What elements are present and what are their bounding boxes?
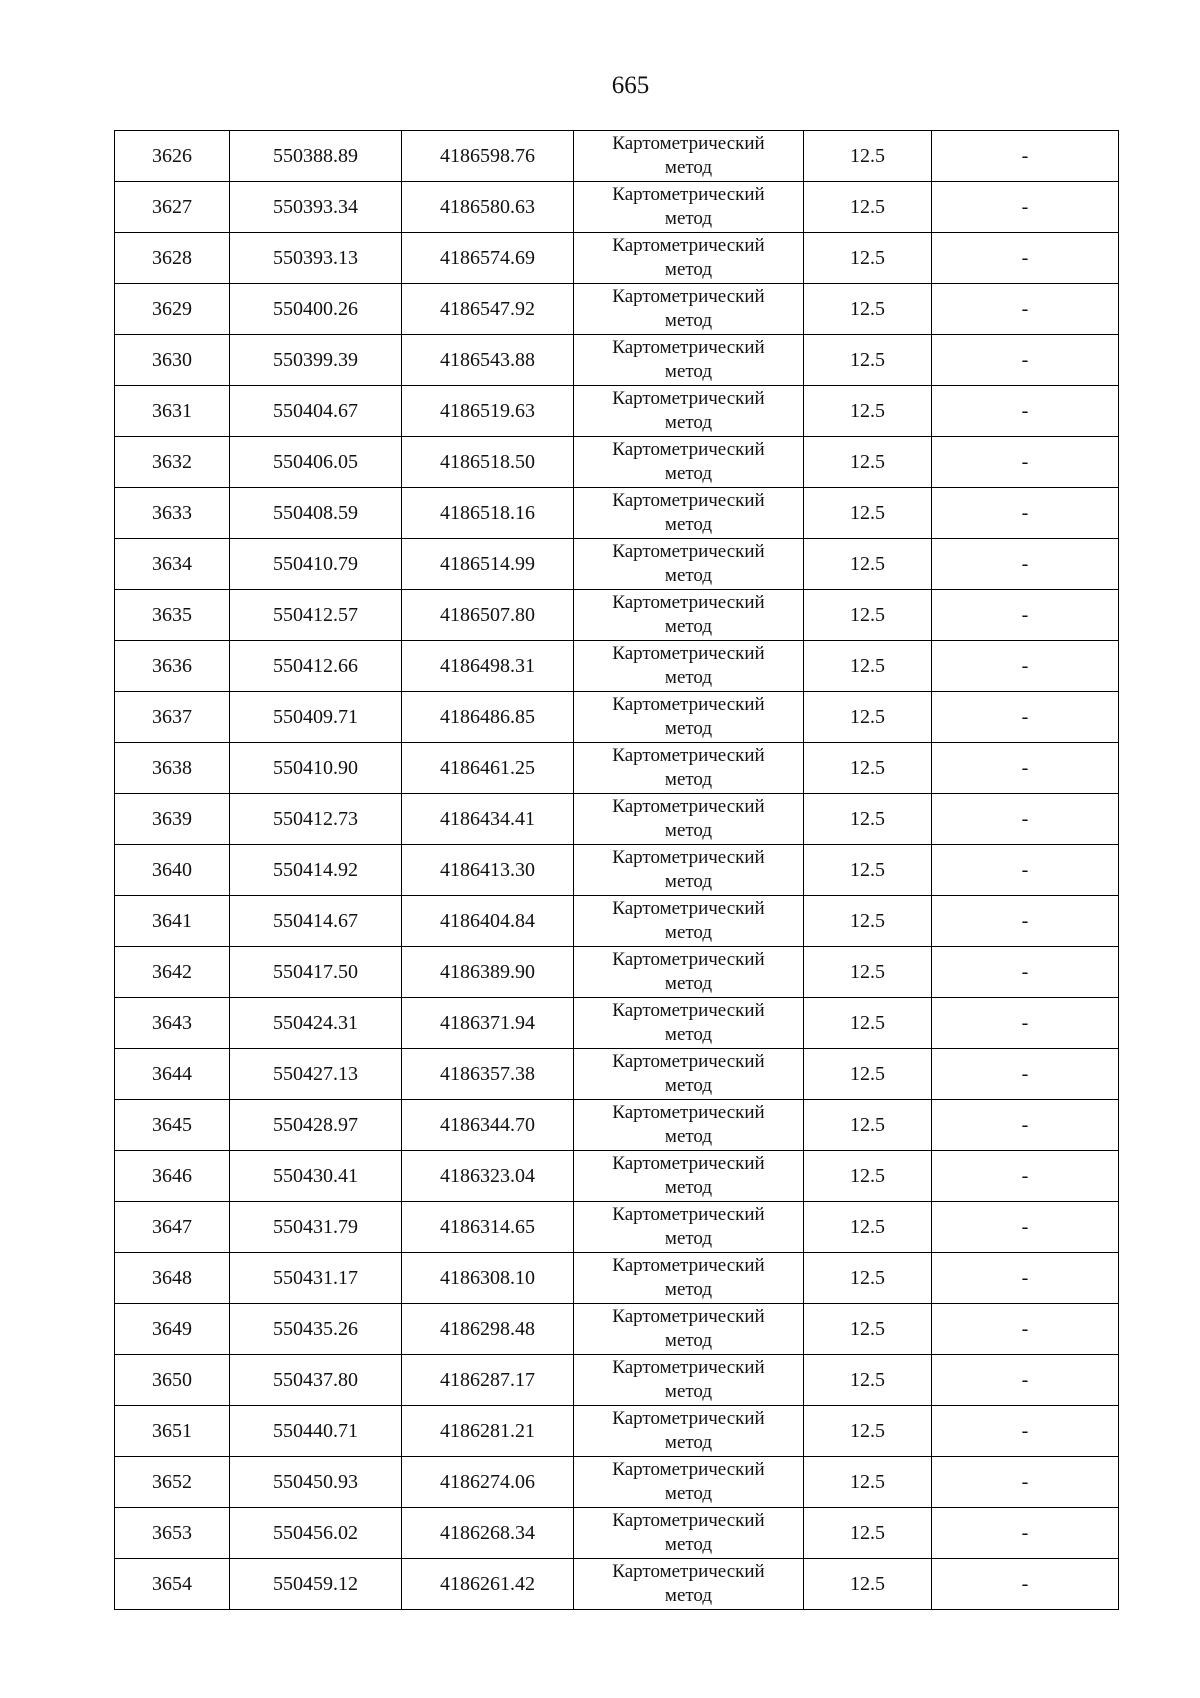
- table-row: [115, 1202, 1119, 1253]
- point-number-cell: 3646: [115, 1151, 230, 1202]
- coordinates-table: [114, 130, 1119, 1610]
- method-line-1: Картометрический: [612, 949, 765, 970]
- point-number-cell: 3642: [115, 947, 230, 998]
- point-number-cell: 3651: [115, 1406, 230, 1457]
- x-coordinate-cell: 550450.93: [230, 1457, 402, 1508]
- point-number-cell: 3649: [115, 1304, 230, 1355]
- accuracy-cell: 12.5: [804, 1253, 932, 1304]
- method-line-1: Картометрический: [612, 541, 765, 562]
- table-row: [115, 743, 1119, 794]
- y-coordinate-cell: 4186357.38: [402, 1049, 574, 1100]
- note-cell: -: [932, 1100, 1119, 1151]
- note-cell: -: [932, 284, 1119, 335]
- method-line-1: Картометрический: [612, 1153, 765, 1174]
- point-number-cell: 3643: [115, 998, 230, 1049]
- accuracy-cell: 12.5: [804, 1406, 932, 1457]
- x-coordinate-cell: 550459.12: [230, 1559, 402, 1610]
- point-number-cell: 3633: [115, 488, 230, 539]
- method-line-1: Картометрический: [612, 592, 765, 613]
- method-line-1: Картометрический: [612, 847, 765, 868]
- method-line-1: Картометрический: [612, 796, 765, 817]
- method-line-2: метод: [664, 157, 713, 178]
- point-number-cell: 3645: [115, 1100, 230, 1151]
- note-cell: -: [932, 335, 1119, 386]
- method-line-2: метод: [664, 1534, 713, 1555]
- point-number-cell: 3631: [115, 386, 230, 437]
- note-cell: -: [932, 896, 1119, 947]
- method-line-1: Картометрический: [612, 337, 765, 358]
- method-line-1: Картометрический: [612, 1255, 765, 1276]
- method-line-2: метод: [664, 667, 713, 688]
- method-line-1: Картометрический: [612, 184, 765, 205]
- y-coordinate-cell: 4186404.84: [402, 896, 574, 947]
- method-line-2: метод: [664, 1075, 713, 1096]
- x-coordinate-cell: 550400.26: [230, 284, 402, 335]
- method-line-1: Картометрический: [612, 490, 765, 511]
- table-row: [115, 794, 1119, 845]
- method-line-1: Картометрический: [612, 694, 765, 715]
- x-coordinate-cell: 550414.67: [230, 896, 402, 947]
- method-line-1: Картометрический: [612, 1306, 765, 1327]
- method-line-2: метод: [664, 208, 713, 229]
- point-number-cell: 3641: [115, 896, 230, 947]
- y-coordinate-cell: 4186314.65: [402, 1202, 574, 1253]
- point-number-cell: 3654: [115, 1559, 230, 1610]
- method-cell: [574, 641, 804, 692]
- method-line-2: метод: [664, 1177, 713, 1198]
- method-cell: [574, 488, 804, 539]
- point-number-cell: 3630: [115, 335, 230, 386]
- y-coordinate-cell: 4186519.63: [402, 386, 574, 437]
- method-cell: [574, 896, 804, 947]
- method-cell: [574, 1559, 804, 1610]
- x-coordinate-cell: 550406.05: [230, 437, 402, 488]
- y-coordinate-cell: 4186514.99: [402, 539, 574, 590]
- accuracy-cell: 12.5: [804, 1049, 932, 1100]
- note-cell: -: [932, 692, 1119, 743]
- note-cell: -: [932, 590, 1119, 641]
- note-cell: -: [932, 1151, 1119, 1202]
- accuracy-cell: 12.5: [804, 233, 932, 284]
- method-cell: [574, 743, 804, 794]
- y-coordinate-cell: 4186261.42: [402, 1559, 574, 1610]
- x-coordinate-cell: 550431.79: [230, 1202, 402, 1253]
- method-cell: [574, 1457, 804, 1508]
- method-line-2: метод: [664, 463, 713, 484]
- point-number-cell: 3632: [115, 437, 230, 488]
- y-coordinate-cell: 4186547.92: [402, 284, 574, 335]
- method-cell: [574, 1508, 804, 1559]
- y-coordinate-cell: 4186298.48: [402, 1304, 574, 1355]
- note-cell: -: [932, 437, 1119, 488]
- table-row: [115, 233, 1119, 284]
- note-cell: -: [932, 539, 1119, 590]
- note-cell: -: [932, 1304, 1119, 1355]
- x-coordinate-cell: 550393.13: [230, 233, 402, 284]
- y-coordinate-cell: 4186580.63: [402, 182, 574, 233]
- method-line-1: Картометрический: [612, 1102, 765, 1123]
- x-coordinate-cell: 550412.66: [230, 641, 402, 692]
- note-cell: -: [932, 1457, 1119, 1508]
- note-cell: -: [932, 641, 1119, 692]
- table-row: [115, 1151, 1119, 1202]
- table-row: [115, 1406, 1119, 1457]
- y-coordinate-cell: 4186281.21: [402, 1406, 574, 1457]
- method-line-2: метод: [664, 1279, 713, 1300]
- accuracy-cell: 12.5: [804, 386, 932, 437]
- x-coordinate-cell: 550410.90: [230, 743, 402, 794]
- method-cell: [574, 182, 804, 233]
- method-cell: [574, 539, 804, 590]
- note-cell: -: [932, 998, 1119, 1049]
- point-number-cell: 3644: [115, 1049, 230, 1100]
- x-coordinate-cell: 550388.89: [230, 131, 402, 182]
- note-cell: -: [932, 1406, 1119, 1457]
- accuracy-cell: 12.5: [804, 641, 932, 692]
- x-coordinate-cell: 550393.34: [230, 182, 402, 233]
- method-cell: [574, 845, 804, 896]
- x-coordinate-cell: 550412.73: [230, 794, 402, 845]
- x-coordinate-cell: 550410.79: [230, 539, 402, 590]
- point-number-cell: 3652: [115, 1457, 230, 1508]
- accuracy-cell: 12.5: [804, 284, 932, 335]
- x-coordinate-cell: 550412.57: [230, 590, 402, 641]
- accuracy-cell: 12.5: [804, 1508, 932, 1559]
- x-coordinate-cell: 550435.26: [230, 1304, 402, 1355]
- table-row: [115, 947, 1119, 998]
- x-coordinate-cell: 550408.59: [230, 488, 402, 539]
- y-coordinate-cell: 4186498.31: [402, 641, 574, 692]
- note-cell: -: [932, 1508, 1119, 1559]
- table-row: [115, 1049, 1119, 1100]
- table-row: [115, 1508, 1119, 1559]
- method-cell: [574, 947, 804, 998]
- y-coordinate-cell: 4186268.34: [402, 1508, 574, 1559]
- note-cell: -: [932, 386, 1119, 437]
- point-number-cell: 3650: [115, 1355, 230, 1406]
- method-line-2: метод: [664, 565, 713, 586]
- method-line-1: Картометрический: [612, 1357, 765, 1378]
- point-number-cell: 3635: [115, 590, 230, 641]
- method-cell: [574, 284, 804, 335]
- method-line-1: Картометрический: [612, 1459, 765, 1480]
- point-number-cell: 3640: [115, 845, 230, 896]
- point-number-cell: 3629: [115, 284, 230, 335]
- method-line-2: метод: [664, 1483, 713, 1504]
- table-row: [115, 284, 1119, 335]
- accuracy-cell: 12.5: [804, 1559, 932, 1610]
- method-cell: [574, 386, 804, 437]
- method-line-1: Картометрический: [612, 1408, 765, 1429]
- note-cell: -: [932, 1253, 1119, 1304]
- coordinates-table-body: [115, 131, 1119, 1610]
- method-line-1: Картометрический: [612, 388, 765, 409]
- y-coordinate-cell: 4186507.80: [402, 590, 574, 641]
- method-line-1: Картометрический: [612, 1510, 765, 1531]
- y-coordinate-cell: 4186543.88: [402, 335, 574, 386]
- note-cell: -: [932, 794, 1119, 845]
- accuracy-cell: 12.5: [804, 590, 932, 641]
- note-cell: -: [932, 1202, 1119, 1253]
- table-row: [115, 845, 1119, 896]
- accuracy-cell: 12.5: [804, 743, 932, 794]
- method-cell: [574, 1406, 804, 1457]
- point-number-cell: 3648: [115, 1253, 230, 1304]
- method-cell: [574, 233, 804, 284]
- point-number-cell: 3638: [115, 743, 230, 794]
- method-line-2: метод: [664, 310, 713, 331]
- method-cell: [574, 1355, 804, 1406]
- accuracy-cell: 12.5: [804, 437, 932, 488]
- method-line-2: метод: [664, 871, 713, 892]
- y-coordinate-cell: 4186461.25: [402, 743, 574, 794]
- note-cell: -: [932, 488, 1119, 539]
- accuracy-cell: 12.5: [804, 794, 932, 845]
- table-row: [115, 692, 1119, 743]
- x-coordinate-cell: 550409.71: [230, 692, 402, 743]
- note-cell: -: [932, 182, 1119, 233]
- method-line-2: метод: [664, 973, 713, 994]
- y-coordinate-cell: 4186518.16: [402, 488, 574, 539]
- table-row: [115, 1355, 1119, 1406]
- accuracy-cell: 12.5: [804, 335, 932, 386]
- note-cell: -: [932, 1559, 1119, 1610]
- method-line-1: Картометрический: [612, 643, 765, 664]
- method-cell: [574, 794, 804, 845]
- x-coordinate-cell: 550427.13: [230, 1049, 402, 1100]
- method-line-1: Картометрический: [612, 133, 765, 154]
- point-number-cell: 3637: [115, 692, 230, 743]
- accuracy-cell: 12.5: [804, 131, 932, 182]
- note-cell: -: [932, 233, 1119, 284]
- accuracy-cell: 12.5: [804, 692, 932, 743]
- table-row: [115, 182, 1119, 233]
- method-line-1: Картометрический: [612, 745, 765, 766]
- x-coordinate-cell: 550399.39: [230, 335, 402, 386]
- accuracy-cell: 12.5: [804, 1100, 932, 1151]
- method-line-2: метод: [664, 361, 713, 382]
- note-cell: -: [932, 131, 1119, 182]
- table-row: [115, 998, 1119, 1049]
- accuracy-cell: 12.5: [804, 1457, 932, 1508]
- y-coordinate-cell: 4186287.17: [402, 1355, 574, 1406]
- point-number-cell: 3627: [115, 182, 230, 233]
- point-number-cell: 3639: [115, 794, 230, 845]
- y-coordinate-cell: 4186389.90: [402, 947, 574, 998]
- method-line-2: метод: [664, 1228, 713, 1249]
- method-line-2: метод: [664, 922, 713, 943]
- method-line-2: метод: [664, 769, 713, 790]
- y-coordinate-cell: 4186274.06: [402, 1457, 574, 1508]
- note-cell: -: [932, 947, 1119, 998]
- method-line-1: Картометрический: [612, 235, 765, 256]
- x-coordinate-cell: 550417.50: [230, 947, 402, 998]
- x-coordinate-cell: 550414.92: [230, 845, 402, 896]
- point-number-cell: 3636: [115, 641, 230, 692]
- table-row: [115, 1559, 1119, 1610]
- y-coordinate-cell: 4186371.94: [402, 998, 574, 1049]
- method-cell: [574, 692, 804, 743]
- x-coordinate-cell: 550440.71: [230, 1406, 402, 1457]
- method-cell: [574, 437, 804, 488]
- y-coordinate-cell: 4186323.04: [402, 1151, 574, 1202]
- table-row: [115, 1100, 1119, 1151]
- method-line-1: Картометрический: [612, 286, 765, 307]
- method-line-1: Картометрический: [612, 1000, 765, 1021]
- method-line-2: метод: [664, 820, 713, 841]
- accuracy-cell: 12.5: [804, 1304, 932, 1355]
- note-cell: -: [932, 1049, 1119, 1100]
- table-row: [115, 488, 1119, 539]
- method-line-2: метод: [664, 1126, 713, 1147]
- y-coordinate-cell: 4186308.10: [402, 1253, 574, 1304]
- method-cell: [574, 1202, 804, 1253]
- table-row: [115, 896, 1119, 947]
- table-row: [115, 1457, 1119, 1508]
- method-cell: [574, 1049, 804, 1100]
- table-row: [115, 437, 1119, 488]
- method-line-2: метод: [664, 718, 713, 739]
- method-line-1: Картометрический: [612, 439, 765, 460]
- table-row: [115, 539, 1119, 590]
- y-coordinate-cell: 4186434.41: [402, 794, 574, 845]
- method-line-2: метод: [664, 1381, 713, 1402]
- table-row: [115, 590, 1119, 641]
- note-cell: -: [932, 845, 1119, 896]
- method-cell: [574, 998, 804, 1049]
- method-line-1: Картометрический: [612, 898, 765, 919]
- accuracy-cell: 12.5: [804, 182, 932, 233]
- point-number-cell: 3628: [115, 233, 230, 284]
- x-coordinate-cell: 550431.17: [230, 1253, 402, 1304]
- y-coordinate-cell: 4186413.30: [402, 845, 574, 896]
- x-coordinate-cell: 550404.67: [230, 386, 402, 437]
- table-row: [115, 1253, 1119, 1304]
- x-coordinate-cell: 550424.31: [230, 998, 402, 1049]
- accuracy-cell: 12.5: [804, 998, 932, 1049]
- y-coordinate-cell: 4186518.50: [402, 437, 574, 488]
- x-coordinate-cell: 550430.41: [230, 1151, 402, 1202]
- method-cell: [574, 335, 804, 386]
- method-line-2: метод: [664, 1330, 713, 1351]
- table-row: [115, 386, 1119, 437]
- accuracy-cell: 12.5: [804, 488, 932, 539]
- accuracy-cell: 12.5: [804, 947, 932, 998]
- method-line-2: метод: [664, 1585, 713, 1606]
- method-line-2: метод: [664, 259, 713, 280]
- y-coordinate-cell: 4186574.69: [402, 233, 574, 284]
- point-number-cell: 3647: [115, 1202, 230, 1253]
- accuracy-cell: 12.5: [804, 1151, 932, 1202]
- accuracy-cell: 12.5: [804, 1202, 932, 1253]
- method-line-2: метод: [664, 1024, 713, 1045]
- method-line-1: Картометрический: [612, 1051, 765, 1072]
- method-cell: [574, 1304, 804, 1355]
- point-number-cell: 3653: [115, 1508, 230, 1559]
- accuracy-cell: 12.5: [804, 1355, 932, 1406]
- method-cell: [574, 1151, 804, 1202]
- method-line-1: Картометрический: [612, 1204, 765, 1225]
- note-cell: -: [932, 743, 1119, 794]
- method-line-1: Картометрический: [612, 1561, 765, 1582]
- accuracy-cell: 12.5: [804, 845, 932, 896]
- point-number-cell: 3634: [115, 539, 230, 590]
- x-coordinate-cell: 550456.02: [230, 1508, 402, 1559]
- accuracy-cell: 12.5: [804, 539, 932, 590]
- method-cell: [574, 1100, 804, 1151]
- y-coordinate-cell: 4186344.70: [402, 1100, 574, 1151]
- page-number: 665: [611, 72, 650, 99]
- y-coordinate-cell: 4186598.76: [402, 131, 574, 182]
- method-line-2: метод: [664, 616, 713, 637]
- x-coordinate-cell: 550437.80: [230, 1355, 402, 1406]
- accuracy-cell: 12.5: [804, 896, 932, 947]
- table-row: [115, 131, 1119, 182]
- table-row: [115, 335, 1119, 386]
- method-cell: [574, 590, 804, 641]
- method-line-2: метод: [664, 514, 713, 535]
- method-cell: [574, 131, 804, 182]
- method-cell: [574, 1253, 804, 1304]
- table-row: [115, 641, 1119, 692]
- table-row: [115, 1304, 1119, 1355]
- method-line-2: метод: [664, 1432, 713, 1453]
- method-line-2: метод: [664, 412, 713, 433]
- x-coordinate-cell: 550428.97: [230, 1100, 402, 1151]
- point-number-cell: 3626: [115, 131, 230, 182]
- y-coordinate-cell: 4186486.85: [402, 692, 574, 743]
- note-cell: -: [932, 1355, 1119, 1406]
